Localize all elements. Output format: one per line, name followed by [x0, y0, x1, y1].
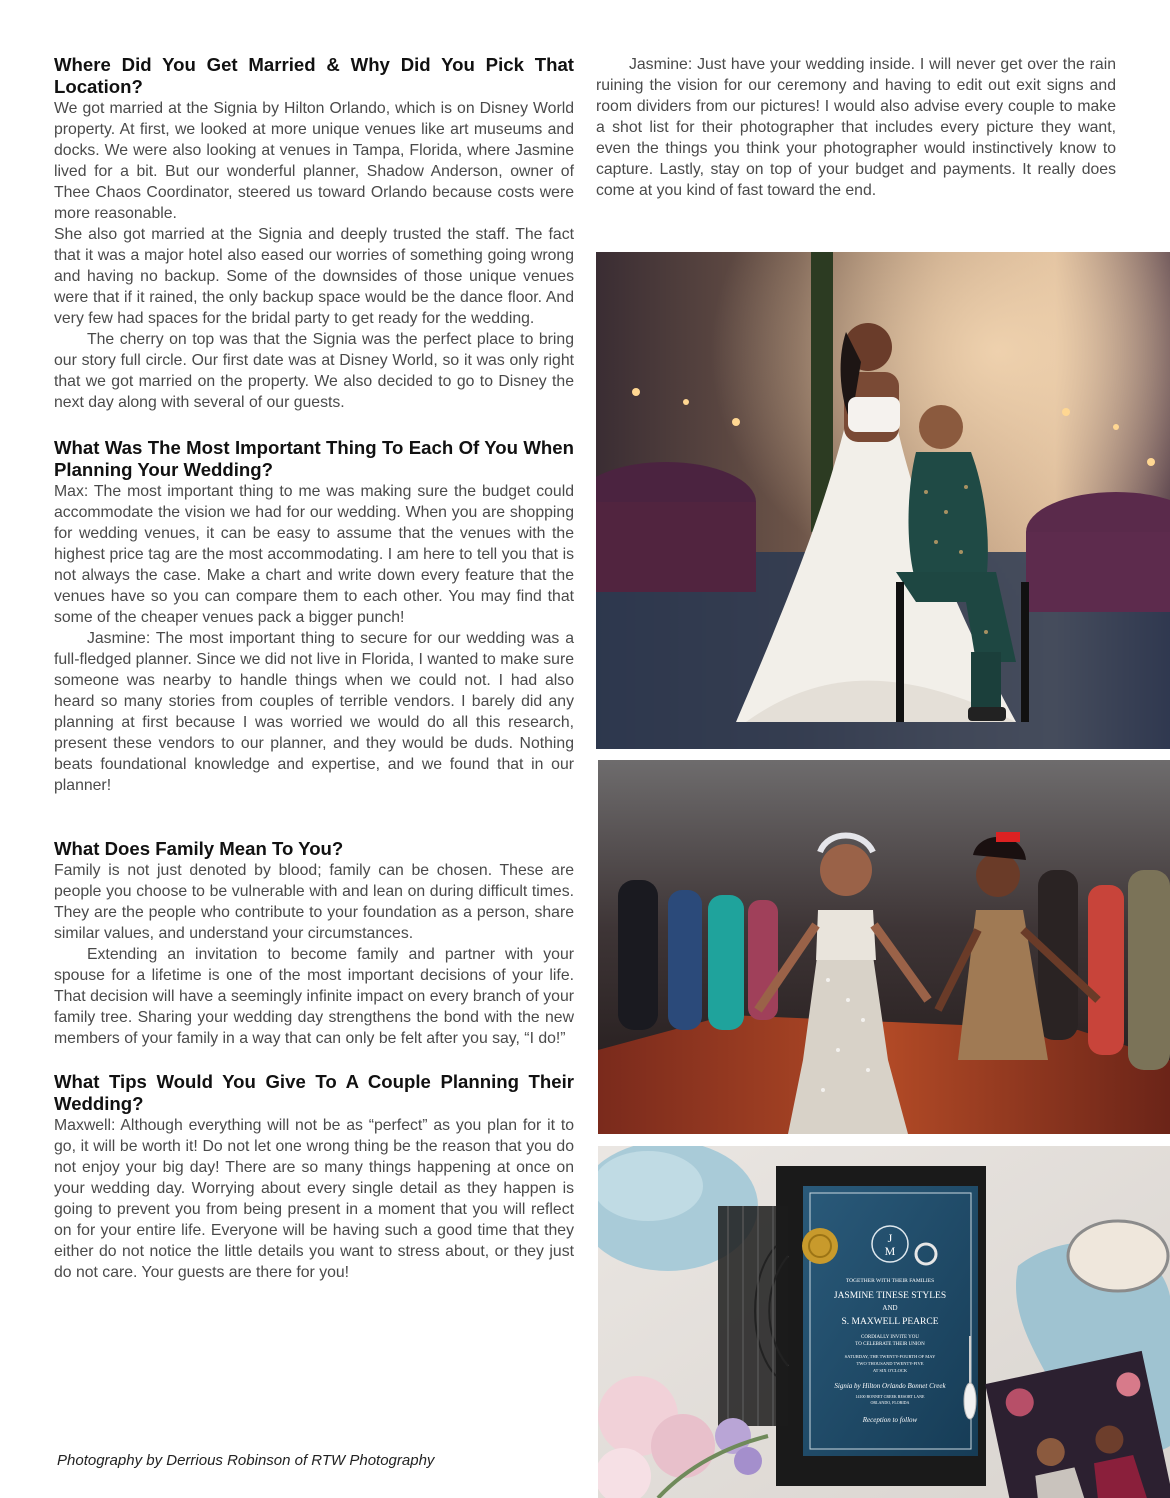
invitation-flatlay-photo: [598, 1146, 1170, 1498]
invite-address2: ORLANDO, FLORIDA: [870, 1400, 910, 1405]
monogram-bottom: M: [884, 1244, 896, 1258]
paragraph: Family is not just denoted by blood; family can be chosen. These are people you choose to be vulnerable with and lean on during difficult times. They are the people who contribute to your foundation as a person, share similar values, and understand your circumstances.: [54, 862, 574, 942]
paragraph: She also got married at the Signia and deeply trusted the staff. The fact that it was a major hotel also eased our worries of something going wrong and having no backup. Some of the downsides of those unique venues were that if it rained, the only backup space would be the dance floor. And very few had spaces for the bridal party to get ready for the wedding.: [54, 226, 574, 327]
invite-line2: CORDIALLY INVITE YOU: [860, 1335, 920, 1340]
monogram-top: J: [887, 1231, 893, 1245]
right-column: [596, 54, 1116, 201]
invite-line3: TO CELEBRATE THEIR UNION: [855, 1342, 925, 1347]
couple-portrait-photo: [596, 252, 1170, 749]
heading-most-important: What Was The Most Important Thing To Each Of You When Planning Your Wedding?: [54, 437, 574, 480]
invite-date3: AT SIX O'CLOCK: [872, 1368, 908, 1373]
reception-dance-photo: [598, 760, 1170, 1134]
heading-location: Where Did You Get Married & Why Did You Pick That Location?: [54, 54, 574, 97]
invite-date2: TWO THOUSAND TWENTY-FIVE: [856, 1361, 924, 1366]
heading-tips: What Tips Would You Give To A Couple Planning Their Wedding?: [54, 1071, 574, 1114]
invite-venue: Signia by Hilton Orlando Bonnet Creek: [834, 1382, 946, 1390]
paragraph: Extending an invitation to become family and partner with your spouse for a lifetime is one of the most important decisions of your life. That decision will have a seemingly infinite impact on every branch of your family tree. Sharing your wedding day strengthens the bond with the new members of your family in a way that can only be felt after you say, “I do!”: [54, 946, 574, 1047]
invite-reception: Reception to follow: [862, 1416, 918, 1424]
invite-line1: TOGETHER WITH THEIR FAMILIES: [845, 1278, 935, 1284]
heading-family: What Does Family Mean To You?: [54, 838, 344, 859]
invite-bride: JASMINE TINESE STYLES: [833, 1291, 947, 1301]
invite-date1: SATURDAY, THE TWENTY-FOURTH OF MAY: [844, 1354, 936, 1359]
invite-groom: S. MAXWELL PEARCE: [841, 1317, 939, 1327]
invite-and: AND: [882, 1304, 898, 1312]
paragraph: Maxwell: Although everything will not be as “perfect” as you plan for it to go, it will be worth it! Do not let one wrong thing be the reason that you do not enjoy your big day! There are so many things happening at once on your wedding day. Worrying about every single detail as they happen is going to prevent you from being present in a moment that you will reflect on for your entire life. Everyone will be having such a good time that they either do not notice the little details you want to stress about, or they just do not care. Your guests are there for you!: [54, 1117, 574, 1281]
wax-seal-icon: [802, 1228, 838, 1264]
paragraph: We got married at the Signia by Hilton Orlando, which is on Disney World property. At first, we looked at more unique venues like art museums and docks. We were also looking at venues in Tampa, Florida, where Jasmine lived for a bit. But our wonderful planner, Shadow Anderson, owner of Thee Chaos Coordinator, steered us toward Orlando because costs were more reasonable.: [54, 100, 574, 222]
paragraph: Jasmine: The most important thing to secure for our wedding was a full-fledged planner. Since we did not live in Florida, I wanted to make sure someone was nearby to handle things when we could not. I had also heard so many stories from couples of terrible vendors. I barely did any planning at first because I was worried we would do all this research, present these vendors to our planner, and they would be duds. Nothing beats foundational knowledge and expertise, and we found that in our planner!: [54, 630, 574, 794]
left-column: [54, 54, 574, 1283]
paragraph: The cherry on top was that the Signia was the perfect place to bring our story full circle. Our first date was at Disney World, so it was only right that we got married on the property. We also decided to go to Disney the next day along with several of our guests.: [54, 331, 574, 411]
paragraph: Jasmine: Just have your wedding inside. I will never get over the rain ruining the vision for our ceremony and having to edit out exit signs and room dividers from our pictures! I would also advise every couple to make a shot list for their photographer that includes every picture they want, even the things you think your photographer would instinctively know to capture. Lastly, stay on top of your budget and payments. It really does come at you kind of fast toward the end.: [596, 56, 1116, 199]
paragraph: Max: The most important thing to me was making sure the budget could accommodate the vision we had for our wedding. When you are shopping for wedding venues, it can be easy to assume that the venues with the highest price tag are the most accommodating. I am here to tell you that is not always the case. Make a chart and write down every feature that the venues have so you can compare them to each other. You may find that some of the cheaper venues pack a bigger punch!: [54, 483, 574, 626]
photo-credit: Photography by Derrious Robinson of RTW Photography: [57, 1452, 435, 1469]
invite-address1: 14100 BONNET CREEK RESORT LANE: [855, 1394, 925, 1399]
